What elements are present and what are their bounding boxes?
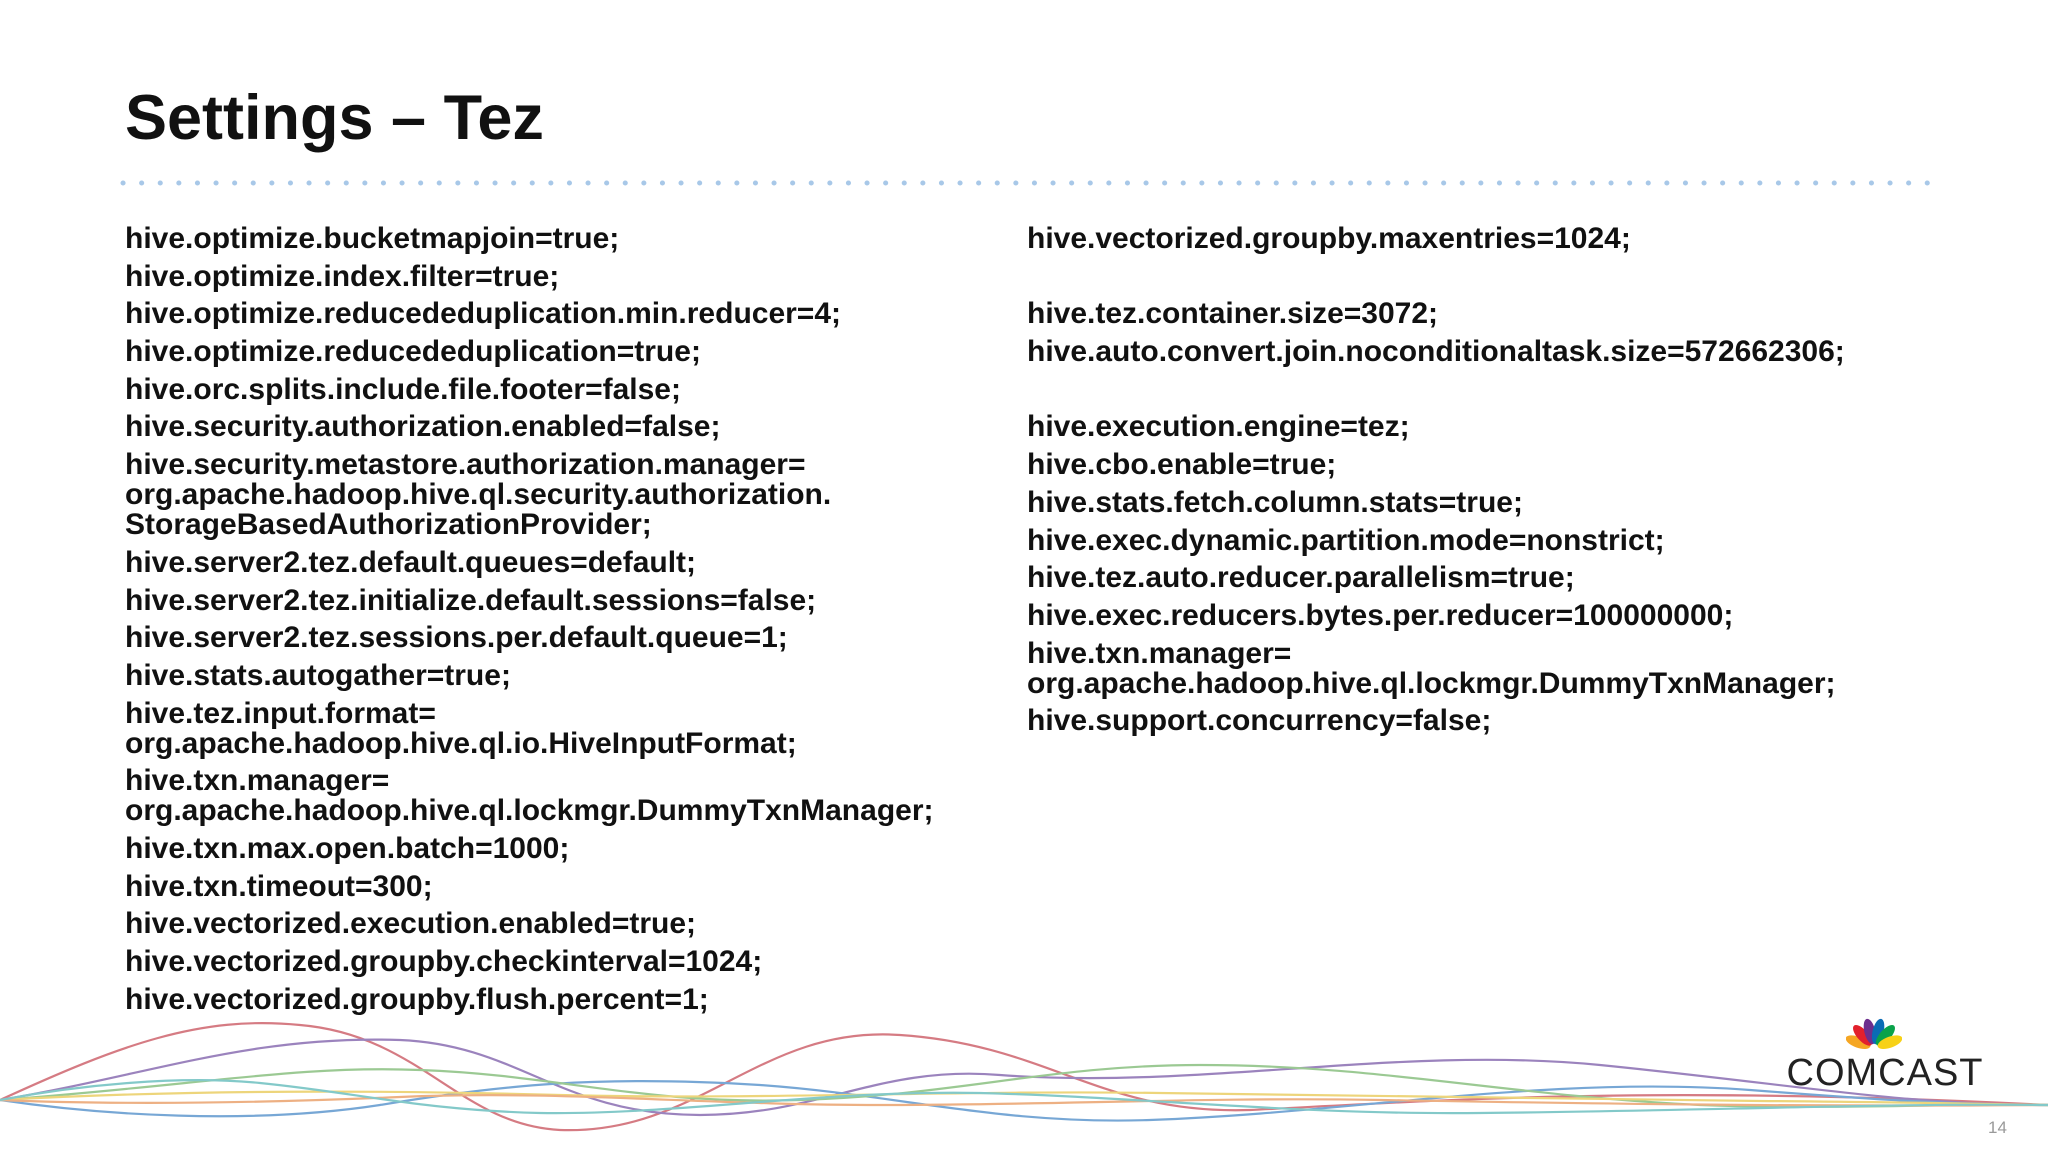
blank-spacer xyxy=(1027,262,1947,292)
setting-item xyxy=(125,224,1025,254)
setting-item xyxy=(125,450,1025,540)
setting-item xyxy=(1027,485,1947,519)
slide-title: Settings – Tez xyxy=(125,83,544,153)
setting-item xyxy=(1027,636,1947,700)
setting-line: hive.stats.fetch.column.stats=true; xyxy=(1027,485,1523,519)
setting-line: hive.support.concurrency=false; xyxy=(1027,704,1492,738)
setting-line: hive.txn.manager= xyxy=(125,764,390,798)
setting-line: hive.optimize.reducededuplication.min.reducer=4; xyxy=(125,297,842,331)
setting-line: hive.cbo.enable=true; xyxy=(1027,448,1337,482)
setting-item xyxy=(125,831,1025,865)
setting-item xyxy=(125,337,1025,367)
setting-line: hive.vectorized.execution.enabled=true; xyxy=(125,907,697,941)
setting-line: hive.txn.manager= xyxy=(1027,636,1292,670)
setting-line: org.apache.hadoop.hive.ql.lockmgr.DummyTxnManager; xyxy=(125,794,934,828)
setting-item xyxy=(125,299,1025,329)
setting-line: hive.stats.autogather=true; xyxy=(125,658,511,692)
setting-line: hive.tez.input.format= xyxy=(125,696,436,730)
setting-item xyxy=(1027,224,1947,254)
setting-line: hive.tez.auto.reducer.parallelism=true; xyxy=(1027,561,1575,595)
setting-line: org.apache.hadoop.hive.ql.security.authorization. xyxy=(125,478,832,512)
setting-line: org.apache.hadoop.hive.ql.io.HiveInputFormat; xyxy=(125,726,797,760)
setting-line: hive.vectorized.groupby.maxentries=1024; xyxy=(1027,222,1631,255)
setting-line: hive.security.metastore.authorization.manager= xyxy=(125,448,806,482)
setting-item xyxy=(125,623,1025,653)
setting-line: hive.security.authorization.enabled=false; xyxy=(125,410,721,444)
dotted-divider xyxy=(120,180,1945,186)
setting-line: hive.optimize.bucketmapjoin=true; xyxy=(125,222,620,255)
blank-spacer xyxy=(1027,375,1947,405)
ribbon-teal xyxy=(0,1080,2048,1113)
setting-line: hive.orc.splits.include.file.footer=false; xyxy=(125,372,681,406)
setting-item xyxy=(125,583,1025,617)
setting-item xyxy=(1027,299,1947,329)
comcast-logo xyxy=(1780,1018,1990,1098)
setting-item xyxy=(1027,598,1947,632)
setting-item xyxy=(1027,523,1947,557)
setting-item xyxy=(1027,450,1947,480)
setting-item xyxy=(125,545,1025,579)
logo-wordmark: COMCAST xyxy=(1786,1052,1984,1094)
setting-item xyxy=(1027,337,1947,367)
setting-item xyxy=(125,766,1025,826)
setting-line: hive.auto.convert.join.noconditionaltask.size=572662306; xyxy=(1027,335,1845,369)
setting-line: org.apache.hadoop.hive.ql.lockmgr.DummyTxnManager; xyxy=(1027,666,1836,700)
setting-line: hive.server2.tez.default.queues=default; xyxy=(125,545,697,579)
setting-item xyxy=(1027,706,1947,736)
setting-line: hive.execution.engine=tez; xyxy=(1027,410,1410,444)
setting-item xyxy=(1027,563,1947,593)
setting-line: hive.server2.tez.sessions.per.default.queue=1; xyxy=(125,621,788,655)
setting-item xyxy=(125,658,1025,692)
setting-item xyxy=(1027,412,1947,442)
decorative-ribbons xyxy=(0,1005,2048,1145)
setting-line: hive.exec.dynamic.partition.mode=nonstrict; xyxy=(1027,523,1665,557)
setting-line: hive.exec.reducers.bytes.per.reducer=100000000; xyxy=(1027,598,1734,632)
setting-item xyxy=(125,869,1025,903)
setting-line: StorageBasedAuthorizationProvider; xyxy=(125,508,652,542)
setting-line: hive.tez.container.size=3072; xyxy=(1027,297,1439,331)
setting-item xyxy=(125,372,1025,406)
setting-line: hive.optimize.index.filter=true; xyxy=(125,259,560,293)
setting-item xyxy=(125,259,1025,293)
title-divider xyxy=(120,180,1945,186)
setting-item xyxy=(125,909,1025,939)
settings-column-left xyxy=(125,224,1025,1022)
setting-item xyxy=(125,412,1025,442)
setting-line: hive.optimize.reducededuplication=true; xyxy=(125,335,701,369)
setting-line: hive.vectorized.groupby.flush.percent=1; xyxy=(125,982,709,1016)
setting-line: hive.server2.tez.initialize.default.sessions=false; xyxy=(125,583,817,617)
setting-line: hive.txn.max.open.batch=1000; xyxy=(125,831,570,865)
settings-column-right xyxy=(1027,224,1947,744)
peacock-icon xyxy=(1846,1018,1902,1050)
page-number: 14 xyxy=(1988,1118,2007,1137)
setting-item xyxy=(125,696,1025,760)
setting-line: hive.txn.timeout=300; xyxy=(125,869,433,903)
setting-line: hive.vectorized.groupby.checkinterval=1024; xyxy=(125,945,763,978)
setting-item xyxy=(125,947,1025,977)
